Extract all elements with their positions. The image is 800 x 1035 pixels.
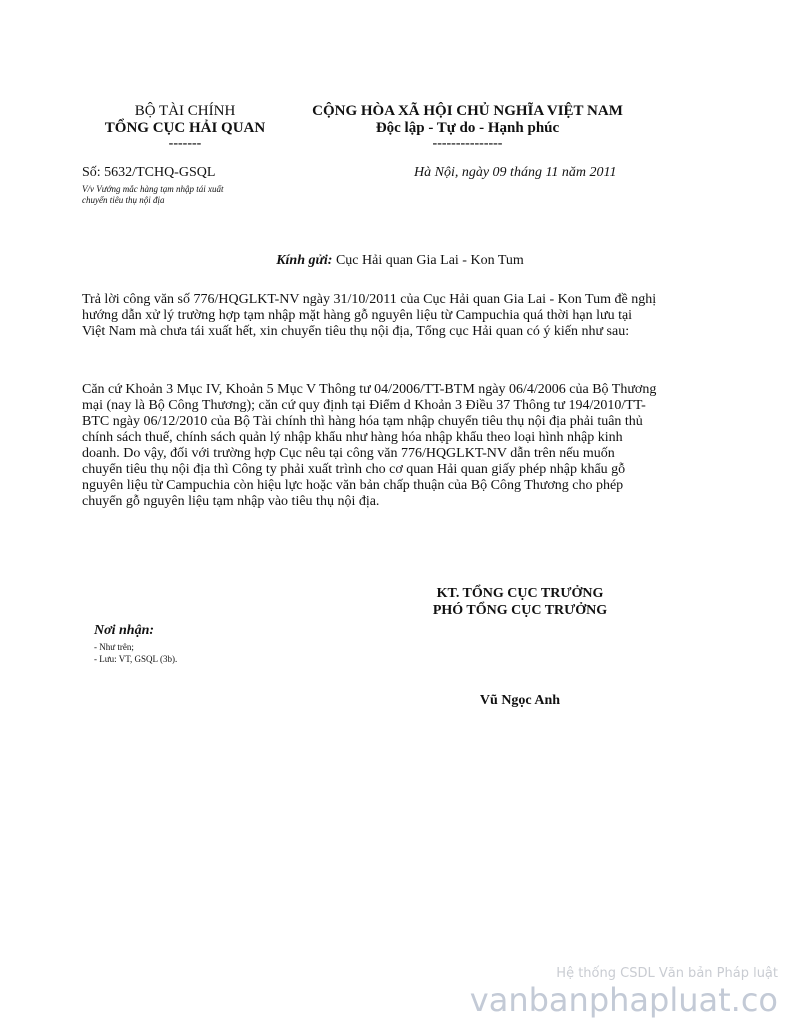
subject-line-1: V/v Vướng mắc hàng tạm nhập tái xuất [82,184,224,194]
document-date: Hà Nội, ngày 09 tháng 11 năm 2011 [414,165,617,180]
recipients-list [94,641,177,665]
subject-line-2: chuyển tiêu thụ nội địa [82,195,165,205]
body-paragraph-1: Trả lời công văn số 776/HQGLKT-NV ngày 31/10/2011 của Cục Hải quan Gia Lai - Kon Tum đề nghị hướng dẫn xử lý trường hợp tạm nhập mặt hàng gỗ nguyên liệu từ Campuchia quá thời hạn lưu tại Việt Nam mà chưa tái xuất hết, xin chuyển tiêu thụ nội địa, Tổng cục Hải quan có ý kiến như sau: [82,292,657,339]
nation-name: CỘNG HÒA XÃ HỘI CHỦ NGHĨA VIỆT NAM [312,103,623,119]
document-subject [82,184,282,206]
recipients-title: Nơi nhận: [94,623,155,638]
national-motto: Độc lập - Tự do - Hạnh phúc [375,120,560,136]
body-paragraph-2: Căn cứ Khoản 3 Mục IV, Khoản 5 Mục V Thông tư 04/2006/TT-BTM ngày 06/4/2006 của Bộ Thương mại (nay là Bộ Công Thương); căn cứ quy định tại Điểm d Khoản 3 Điều 37 Thông tư 194/2010/TT-BTC ngày 06/12/2010 của Bộ Tài chính thì hàng hóa tạm nhập chuyển tiêu thụ nội địa phải tuân thủ chính sách thuế, chính sách quản lý nhập khẩu như hàng hóa nhập khẩu theo loại hình nhập kinh doanh. Do vậy, đối với trường hợp Cục nêu tại công văn 776/HQGLKT-NV dẫn trên nếu muốn chuyển tiêu thụ nội địa thì Công ty phải xuất trình cho cơ quan Hải quan giấy phép nhập khẩu gỗ nguyên liệu từ Campuchia còn hiệu lực hoặc văn bản chấp thuận của Bộ Công Thương cho phép chuyển gỗ nguyên liệu tạm nhập vào tiêu thụ nội địa. [82,382,657,509]
signature-title [380,585,660,619]
recipient-item: - Lưu: VT, GSQL (3b). [94,654,178,664]
document-number: Số: 5632/TCHQ-GSQL [82,165,216,180]
recipient-name: Cục Hải quan Gia Lai - Kon Tum [332,253,524,268]
watermark-site: vanbanphapluat.co [469,981,778,1019]
issuer-block [70,103,300,151]
watermark-line-1: Hệ thống CSDL Văn bản Pháp luật [556,966,778,981]
watermark [470,966,778,1018]
issuer-separator: ------- [168,136,202,151]
department-name: TỔNG CỤC HẢI QUAN [104,120,266,136]
recipient-item: - Như trên; [94,642,134,652]
ministry-name: BỘ TÀI CHÍNH [134,103,236,119]
signer-name: Vũ Ngọc Anh [479,693,561,708]
national-heading [290,103,645,151]
recipient-label: Kính gửi: [276,253,333,268]
recipient-line [0,253,800,269]
signature-title-line-2: PHÓ TỔNG CỤC TRƯỞNG [432,603,608,618]
signature-title-line-1: KT. TỔNG CỤC TRƯỞNG [436,586,604,601]
motto-separator: --------------- [432,136,503,151]
